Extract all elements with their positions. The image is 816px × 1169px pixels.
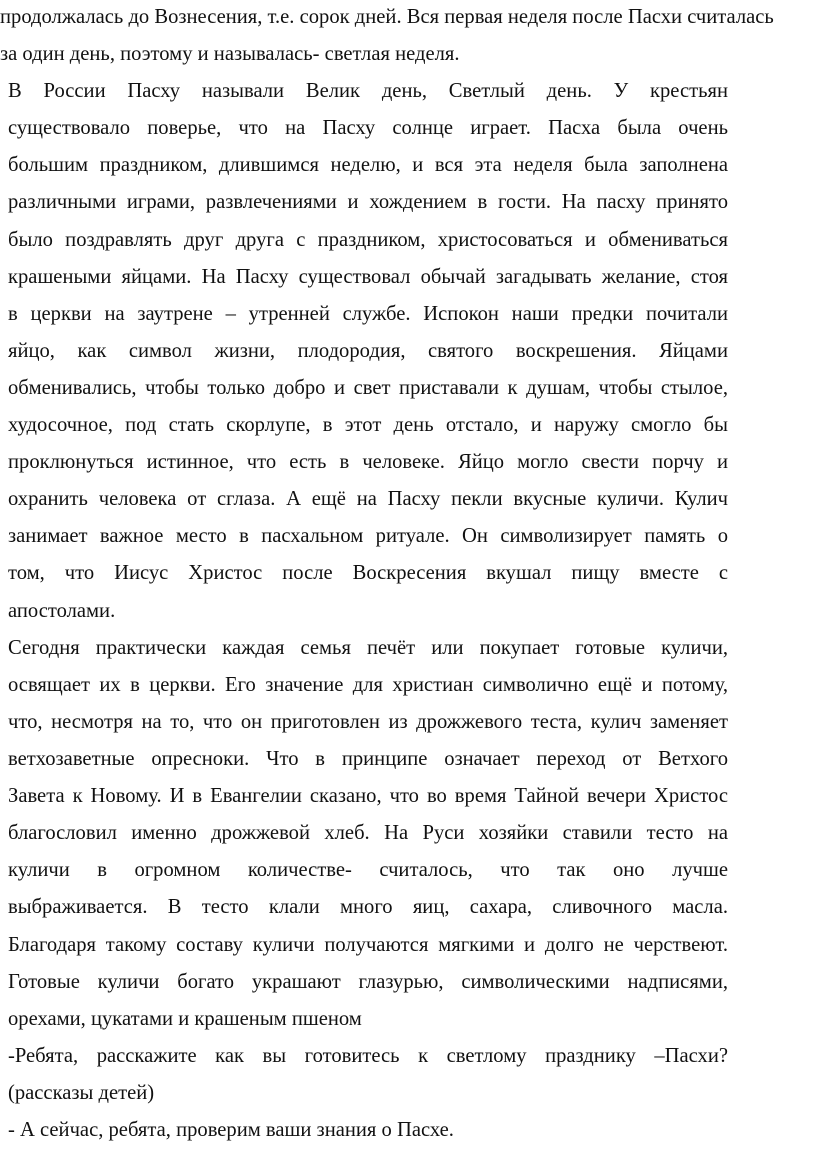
paragraph2-line: Готовые куличи богато украшают глазурью, символическими надписями, [8, 971, 728, 993]
question-line: (рассказы детей) [8, 1082, 155, 1104]
question-line: -Ребята, расскажите как вы готовитесь к светлому празднику –Пасхи? [8, 1045, 728, 1067]
paragraph2-line: орехами, цукатами и крашеным пшеном [8, 1008, 362, 1030]
paragraph2-line: освящает их в церкви. Его значение для христиан символично ещё и потому, [8, 674, 728, 696]
paragraph2-line: выбраживается. В тесто клали много яиц, сахара, сливочного масла. [8, 896, 728, 918]
paragraph1-line: было поздравлять друг друга с праздником, христосоваться и обмениваться [8, 229, 728, 251]
paragraph2-line: Сегодня практически каждая семья печёт или покупает готовые куличи, [8, 637, 728, 659]
paragraph1-line: крашеными яйцами. На Пасху существовал обычай загадывать желание, стоя [8, 266, 728, 288]
paragraph1-line: охранить человека от сглаза. А ещё на Пасху пекли вкусные куличи. Кулич [8, 488, 728, 510]
question-line: - А сейчас, ребята, проверим ваши знания о Пасхе. [8, 1119, 454, 1141]
paragraph1-line: В России Пасху называли Велик день, Светлый день. У крестьян [8, 80, 728, 102]
paragraph2-line: что, несмотря на то, что он приготовлен из дрожжевого теста, кулич заменяет [8, 711, 728, 733]
paragraph1-line: том, что Иисус Христос после Воскресения вкушал пищу вместе с [8, 562, 728, 584]
intro-line: за один день, поэтому и называлась- светлая неделя. [0, 43, 460, 65]
paragraph2-line: куличи в огромном количестве- считалось, что так оно лучше [8, 859, 728, 881]
paragraph1-line: худосочное, под стать скорлупе, в этот день отстало, и наружу смогло бы [8, 414, 728, 436]
paragraph1-line: существовало поверье, что на Пасху солнце играет. Пасха была очень [8, 117, 728, 139]
paragraph1-line: обменивались, чтобы только добро и свет приставали к душам, чтобы стылое, [8, 377, 728, 399]
paragraph1-line: большим праздником, длившимся неделю, и вся эта неделя была заполнена [8, 154, 728, 176]
paragraph1-line: яйцо, как символ жизни, плодородия, святого воскрешения. Яйцами [8, 340, 728, 362]
paragraph2-line: Завета к Новому. И в Евангелии сказано, что во время Тайной вечери Христос [8, 785, 728, 807]
intro-line: продолжалась до Вознесения, т.е. сорок дней. Вся первая неделя после Пасхи считалась [0, 6, 774, 28]
paragraph2-line: благословил именно дрожжевой хлеб. На Руси хозяйки ставили тесто на [8, 822, 728, 844]
paragraph1-line: различными играми, развлечениями и хождением в гости. На пасху принято [8, 191, 728, 213]
paragraph1-line: проклюнуться истинное, что есть в человеке. Яйцо могло свести порчу и [8, 451, 728, 473]
paragraph2-line: ветхозаветные опресноки. Что в принципе означает переход от Ветхого [8, 748, 728, 770]
paragraph1-line: занимает важное место в пасхальном ритуале. Он символизирует память о [8, 525, 728, 547]
paragraph1-line: апостолами. [8, 600, 116, 622]
paragraph2-line: Благодаря такому составу куличи получаются мягкими и долго не черствеют. [8, 934, 728, 956]
paragraph1-line: в церкви на заутрене – утренней службе. Испокон наши предки почитали [8, 303, 728, 325]
